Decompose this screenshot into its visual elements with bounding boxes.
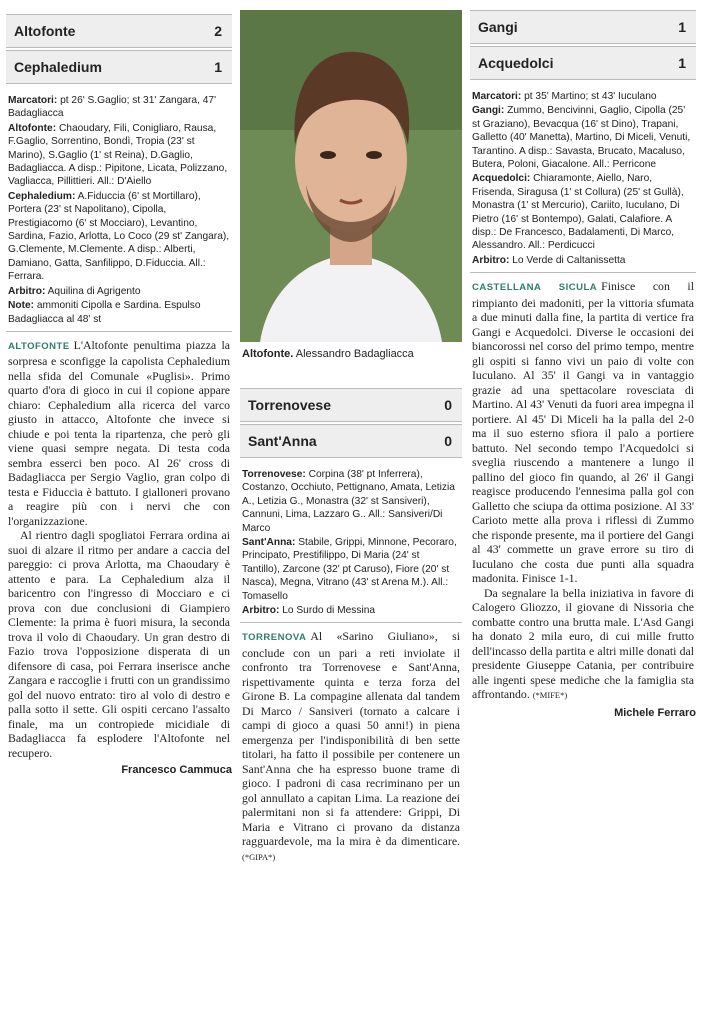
match-report [240,629,462,864]
column-gangi [470,0,696,719]
team-name: Acquedolci [478,55,554,71]
team-score: 1 [678,19,686,35]
team-name: Altofonte [14,23,76,39]
divider [470,272,696,273]
signature: (*MIFE*) [532,690,568,701]
team-score: 1 [214,59,222,75]
away-lineup: A.Fiduccia (6' st Mortillaro), Portera (23' st Napolitano), Cipolla, Prestigiacomo (6' st Mocciaro), Levantino, Sardina, Fazio, Arlotta, Lo Coco (29 st' Zangara), G.Clemente, M.Clemente. A disp.: Alberti, Damiano, Gatta, Sanfilippo, D.Fiduccia. All.: Ferrara. [8,190,230,283]
scoreline-home [470,10,696,44]
portrait-illustration [240,10,462,342]
team-score: 0 [444,397,452,413]
match-facts: Marcatori: pt 26' S.Gaglio; st 31' Zangara, 47' Badagliacca Altofonte: Chaoudary, Fili, Conigliaro, Rausa, F.Gaglio, Sorrentino, Bondì, Tropia (23' st Marino), S.Gaglio (1' st Reina), D.Gaglio, Badagliacca. A disp.: Pipitone, Licata, Polizzano, Vagliacca, Pillittieri. All.: D'Aiello Cephaledium: A.Fiduccia (6' st Mortillaro), Portera (23' st Napolitano), Cipolla, Prestigiacomo (6' st Mocciaro), Levantino, Sardina, Fazio, Arlotta, Lo Coco (29 st' Zangara), G.Clemente, M.Clemente. A disp.: Alberti, Damiano, Gatta, Sanfilippo, D.Fiduccia. All.: Ferrara. Arbitro: Aquilina di Agrigento Note: ammoniti Cipolla e Sardina. Espulso Badagliacca al 48' st [8,95,230,325]
player-photo [240,10,462,342]
article-paragraph: Da segnalare la bella iniziativa in favore di Calogero Gliozzo, il giovane di Nissoria che combatte contro una brutta male. L'Asd Gangi ha donato 2 mila euro, di cui mille frutto dell'incasso della partita e altri mille donati dal presidente Giuseppe Catania, per contribuire alle ingenti spese mediche che la famiglia sta affrontando. [472,585,694,702]
match-notes: ammoniti Cipolla e Sardina. Espulso Badagliacca al 48' st [8,300,201,325]
match-facts: Marcatori: pt 35' Martino; st 43' Iuculano Gangi: Zummo, Bencivinni, Gaglio, Cipolla (25' st Graziano), Bevacqua (16' st Dino), Trapani, Galletto (40' Manetta), Martino, Di Miceli, Venuti, Tarantino. A disp.: Savasta, Brucato, Macaluso, Butera, Poloni, Giacalone. All.: Perricone Acquedolci: Chiaramonte, Aiello, Naro, Frisenda, Siragusa (1' st Collura) (25' st Gullà), Monastra (1' st Mercurio), Cariito, Iuculano, Di Pietro (16' st Bontempo), Galati, Calafiore. A disp.: De Francesco, Badalamenti, Di Marco, Alessandro. All.: Perdicucci Arbitro: Lo Verde di Caltanissetta [472,91,691,266]
team-score: 0 [444,433,452,449]
scoreline-home [6,14,232,48]
column-torrenova [240,0,462,864]
match-report [470,279,696,703]
match-report [6,338,232,761]
referee: Aquilina di Agrigento [47,285,141,297]
team-score: 1 [678,55,686,71]
scorers: pt 35' Martino; st 43' Iuculano [524,91,657,102]
scorers: pt 26' S.Gaglio; st 31' Zangara, 47' Badagliacca [8,95,217,120]
article-kicker: ALTOFONTE [8,340,70,352]
scoreline-home [240,388,462,422]
away-lineup: Chiaramonte, Aiello, Naro, Frisenda, Siragusa (1' st Collura) (25' st Gullà), Monastra (1' st Mercurio), Cariito, Iuculano, Di Pietro (16' st Bontempo), Galati, Calafiore. A disp.: De Francesco, Badalamenti, Di Marco, Alessandro. All.: Perdicucci [472,173,684,252]
article-kicker: TORRENOVA [242,632,307,644]
away-lineup: Stabile, Grippi, Minnone, Pecoraro, Principato, Prestifilippo, Di Maria (24' st Tantillo), Zarcone (32' pt Caruso), Fiore (20' st Nasca), Megna, Vitrano (43' st Arena M.). All.: Tomasello [242,537,457,602]
article-paragraph: L'Altofonte penultima piazza la sorpresa e sconfigge la capolista Cephaledium nella sfida del Comunale «Puglisi». Primo quarto d'ora di gioco in cui il copione appare chiaro: Cephaledium alla ricerca del varco giusto in attacco, Altofonte che invece si chiude e poi tenta la ripartenza, che però gli viene quasi sempre negata. Di testa coda sembra esserci ben poco. Al 26' cross di Badagliacca per Sergio Vaglio, gran colpo di testa e Fiduccia è battuto. I gialloneri provano a reagire più con i nervi che con l'organizzazione. [8,337,230,528]
article-kicker: CASTELLANA SICULA [472,282,598,294]
match-facts: Torrenovese: Corpina (38' pt Inferrera), Costanzo, Occhiuto, Pettignano, Amata, Letizia A., Letizia G., Monastra (32' st Sansiveri), Cannuni, Lima, Lazzaro G.. All.: Sansiveri/Di Marco Sant'Anna: Stabile, Grippi, Minnone, Pecoraro, Principato, Prestifilippo, Di Maria (24' st Tantillo), Zarcone (32' pt Caruso), Fiore (20' st Nasca), Megna, Vitrano (43' st Arena M.). All.: Tomasello Arbitro: Lo Surdo di Messina [242,469,457,617]
article-paragraph: Al rientro dagli spogliatoi Ferrara ordina ai suoi di alzare il ritmo per andare a caccia del pareggio: ci prova Arlotta, ma Chaoudary è attento e para. La Cephaledium alza il baricentro con l'ingresso di Mocciaro e ci prova con due conclusioni di Giampiero Clemente: la prima è fuori misura, la seconda trova il volo di Chaoudary. Un gran destro di Fazio trova l'opposizione disperata di un difensore di casa, poi Ferrara inserisce anche Zangara e raccoglie i frutti con un grandissimo gol del nuovo entrato: tiro al volo di destro e palla sotto il sette. Gli ospiti cercano l'assalto finale, ma un contropiede micidiale di Badagliacca fa esplodere l'Altofonte nel recupero. [8,528,230,760]
photo-caption: Altofonte. Alessandro Badagliacca [242,348,414,360]
team-name: Sant'Anna [248,433,317,449]
team-name: Torrenovese [248,397,331,413]
referee: Lo Surdo di Messina [282,605,376,617]
divider [6,331,232,332]
team-name: Cephaledium [14,59,102,75]
home-lineup: Corpina (38' pt Inferrera), Costanzo, Occhiuto, Pettignano, Amata, Letizia A., Letizia G., Monastra (32' st Sansiveri), Cannuni, Lima, Lazzaro G.. All.: Sansiveri/Di Marco [242,469,455,534]
signature: (*GIPA*) [242,851,276,862]
column-altofonte [6,0,232,776]
home-lineup: Chaoudary, Fili, Conigliaro, Rausa, F.Gaglio, Sorrentino, Bondì, Tropia (23' st Marino), S.Gaglio (1' st Reina), D.Gaglio, Badagliacca. A disp.: Pipitone, Licata, Polizzano, Vagliacca, Pillittieri. All.: D'Aiello [8,122,228,188]
referee: Lo Verde di Caltanissetta [512,254,626,266]
divider [240,622,462,623]
byline: Michele Ferraro [614,706,696,719]
team-score: 2 [214,23,222,39]
article-paragraph: Al «Sarino Giuliano», si conclude con un pari a reti inviolate il confronto tra Torrenovese e Sant'Anna, rispettivamente quinta e terza forza del Girone B. La compagine allenata dal tandem Di Marco / Sansiveri (tornato a calcare i campi di gioco a quasi 50 anni!) in piena emergenza per l'indisponibilità di ben sette titolari, ha fatto il possibile per contenere un Sant'Anna che ha espresso buone trame di gioco. I padroni di casa recriminano per un gol annullato a capitan Lima. La reazione dei palermitani non si fa attendere: Grippi, Di Maria e Vitrano ci provano da distanza ragguardevole, ma la mira è da dimenticare. [242,629,460,849]
scoreline-away [240,424,462,458]
byline: Francesco Cammuca [121,764,232,777]
article-paragraph: Finisce con il rimpianto dei madoniti, per la vittoria sfumata a due minuti dalla fine, la partita di vertice fra Gangi e Acquedolci. Diverse le occasioni dei biancorossi nel corso del primo tempo, mentre gli ospiti si fanno vivi un paio di volte con Iuculano. Al 35' il Gangi va in vantaggio grazie ad una spettacolare rovesciata di Martino. Al 43' Venuti da fuori area impegna il portiere. Al 45' Di Miceli ha la palla del 2-0 ma il suo esterno sfiora il palo a portiere battuto. Nel secondo tempo l'Acquedolci si sveglia riuscendo a mantenere a lungo il pallino del gioco fin quando, al 26' il Gangi reagisce producendo l'ennesima palla gol con Galletto che sciupa da ottima posizione. Al 33' Carioto mette alla prova i riflessi di Zummo che risponde presente, ma il portiere del Gangi al 43' commette un grave errore su tiro di Iuculano che costa due punti alla squadra madonita. Finisce 1-1. [472,279,694,586]
scoreline-away [6,50,232,84]
scoreline-away [470,46,696,80]
home-lineup: Zummo, Bencivinni, Gaglio, Cipolla (25' st Graziano), Bevacqua (16' st Dino), Trapani, Galletto (40' Manetta), Martino, Di Miceli, Venuti, Tarantino. A disp.: Savasta, Brucato, Macaluso, Butera, Poloni, Giacalone. All.: Perricone [472,105,691,171]
team-name: Gangi [478,19,518,35]
